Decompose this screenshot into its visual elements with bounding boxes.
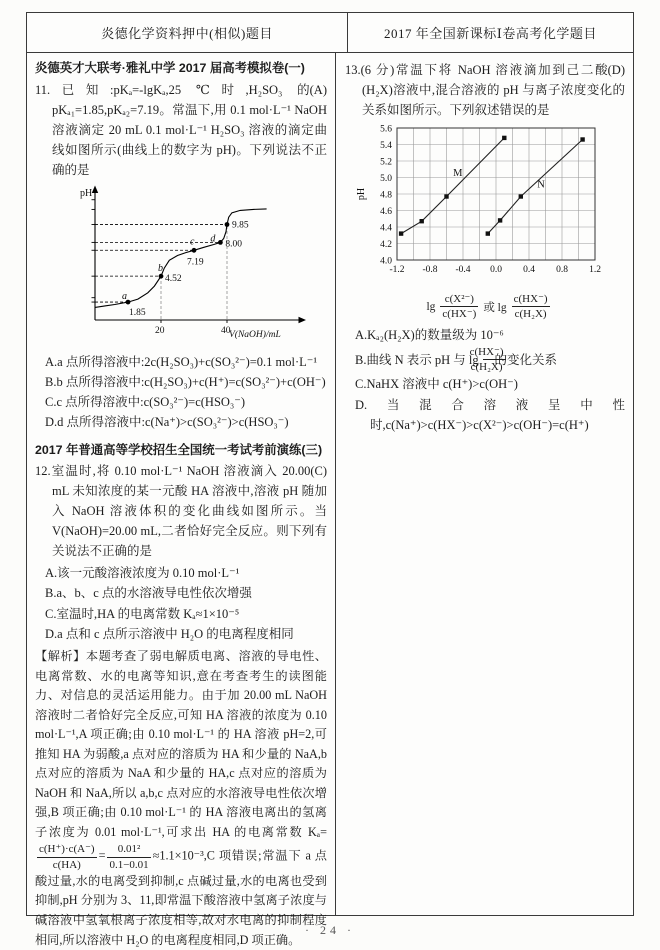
question-12-answer: (C) [310, 464, 327, 479]
analysis-fraction-value [107, 842, 150, 872]
fraction-numerator: c(H⁺)·c(A⁻) [37, 842, 97, 857]
svg-text:4.2: 4.2 [380, 240, 392, 250]
ph-lg-chart [353, 122, 625, 322]
question-13-stem [345, 60, 625, 120]
section-title-mock-exam: 炎德英才大联考·雅礼中学 2017 届高考模拟卷(一) [35, 61, 305, 75]
equals-sign: = [98, 848, 106, 863]
titration-chart-svg [79, 183, 315, 343]
header-left-title: 炎德化学资料押中(相似)题目 [101, 26, 273, 41]
fraction-numerator: c(HX⁻) [483, 345, 506, 360]
table-header-row [27, 13, 633, 53]
svg-text:-1.2: -1.2 [389, 265, 405, 275]
question-11-option-d: D.d 点所得溶液中:c(Na⁺)>c(SO₃²⁻)>c(HSO₃⁻) [45, 415, 289, 430]
analysis-fraction-ka [37, 842, 97, 872]
header-cell-left [27, 13, 347, 52]
analysis-text-part2: ≈1.1×10⁻³,C 项错误;常温下 a 点酸过量,水的电离受到抑制,c 点碱过量,水的电离也受到抑制,pH 分别为 3、11,即常温下酸溶液中氢离子浓度与碱溶液中氢氧根离子浓度相等,故对水电离的抑制程度相同,所以溶液中 H₂O 的电离程度相同,D 项正确。 [35, 848, 327, 947]
svg-text:V(NaOH)/mL: V(NaOH)/mL [229, 329, 281, 340]
page-number: · 24 · [305, 923, 355, 937]
section-title-national-practice: 2017 年普通高等学校招生全国统一考试考前演练(三) [35, 442, 323, 457]
svg-text:0.8: 0.8 [556, 265, 568, 275]
question-11-option-b: B.b 点所得溶液中:c(H₂SO₃)+c(H⁺)=c(SO₃²⁻)+c(OH⁻) [45, 374, 326, 389]
svg-text:4.0: 4.0 [380, 256, 392, 267]
comparison-table [26, 12, 634, 947]
fraction-numerator: c(HX⁻) [512, 292, 550, 307]
question-12-options [35, 563, 327, 644]
question-12-option-c: C.室温时,HA 的电离常数 Kₐ≈1×10⁻⁵ [45, 606, 240, 621]
svg-text:8.00: 8.00 [225, 239, 243, 250]
svg-text:5.0: 5.0 [380, 174, 392, 184]
question-11-text: 11.已知:pKₐ=-lgKₐ,25 ℃时,H₂SO₃ 的 pKₐ₁=1.85,pKₐ₂=7.19。常温下,用 0.1 mol·L⁻¹ NaOH 溶液滴定 20 mL 0.1 mol·L⁻¹ H₂SO₃ 溶液的滴定曲线如图所示(曲线上的数字为 pH)。下列说法不正确的是 [35, 82, 327, 177]
question-13-options [345, 325, 625, 436]
question-12-option-a: A.该一元酸溶液浓度为 0.10 mol·L⁻¹ [45, 566, 240, 581]
fraction-numerator: 0.01² [107, 842, 150, 857]
svg-text:5.2: 5.2 [380, 157, 392, 168]
fraction-denominator: c(HX⁻) [442, 308, 477, 321]
ph-lg-chart-xlabel [353, 292, 625, 322]
svg-text:20: 20 [155, 325, 165, 336]
option-b-composite [355, 345, 625, 375]
fraction-denominator: 0.1−0.01 [109, 858, 149, 871]
svg-text:-0.4: -0.4 [455, 265, 471, 275]
svg-text:1.85: 1.85 [129, 307, 146, 318]
svg-text:5.6: 5.6 [380, 124, 392, 135]
svg-text:9.85: 9.85 [232, 220, 249, 231]
svg-text:4.6: 4.6 [380, 207, 392, 217]
fraction-denominator: c(H₂X) [470, 361, 503, 374]
svg-text:0.4: 0.4 [523, 265, 535, 275]
svg-text:N: N [537, 179, 545, 191]
fraction-denominator: c(H₂X) [514, 308, 547, 321]
titration-chart [79, 183, 315, 348]
ph-lg-chart-svg [353, 122, 625, 286]
question-13-option-c: C.NaHX 溶液中 c(H⁺)>c(OH⁻) [355, 377, 518, 392]
or-lg-symbol: 或 lg [483, 301, 507, 314]
lg-symbol: lg [426, 300, 436, 313]
question-13-option-a: A.Kₐ₂(H₂X)的数量级为 10⁻⁶ [355, 327, 504, 342]
xlabel-fraction-2 [512, 292, 550, 322]
svg-text:7.19: 7.19 [187, 256, 204, 267]
svg-text:4.52: 4.52 [165, 273, 182, 284]
question-11-option-a: A.a 点所得溶液中:2c(H₂SO₃)+c(SO₃²⁻)=0.1 mol·L⁻¹ [45, 354, 318, 369]
question-11-answer: (A) [309, 82, 327, 97]
analysis-text-part1: 【解析】本题考查了弱电解质电离、溶液的导电性、电离常数、水的电离等知识,意在考查考生的读图能力、对信息的灵活运用能力。由于加 20.00 mL NaOH 溶液时二者恰好完全反应,可知 HA 溶液的浓度为 0.10 mol·L⁻¹,A 项正确;由 0.10 mol·L⁻¹ 的 HA 溶液 pH=2,可推知 HA 为弱酸,a 点对应的溶质为 HA 和少量的 NaA,b 点对应的溶质为 NaA 和少量的 HA,c 点对应的溶质为 NaOH 和 NaA,所以 a,b,c 点对应的水溶液导电性依次增强,B 项正确;由 0.10 mol·L⁻¹ 的 HA 溶液电离出的氢离子浓度为 0.01 mol·L⁻¹,可求出 HA 的电离常数 Kₐ= [35, 649, 327, 839]
svg-text:4.4: 4.4 [380, 223, 392, 234]
right-column-gaokao-question [335, 53, 633, 916]
question-13-option-d: D.当混合溶液呈中性时,c(Na⁺)>c(HX⁻)>c(X²⁻)>c(OH⁻)=c(H⁺) [355, 397, 625, 432]
question-12-text: 12.室温时,将 0.10 mol·L⁻¹ NaOH 溶液滴入 20.00 mL 未知浓度的某一元酸 HA 溶液中,溶液 pH 随加入 NaOH 溶液体积的变化曲线如图所示。当 V(NaOH)=20.00 mL,二者恰好完全反应。则下列有关说法不正确的是 [35, 464, 327, 559]
table-body-row [27, 53, 633, 947]
svg-text:a: a [122, 290, 127, 302]
question-13-answer: (D) [607, 63, 625, 77]
svg-text:4.8: 4.8 [380, 190, 392, 201]
question-12-option-d: D.a 点和 c 点所示溶液中 H₂O 的电离程度相同 [45, 626, 294, 641]
svg-text:pH: pH [356, 187, 367, 201]
fraction-numerator: c(X²⁻) [440, 292, 478, 307]
svg-text:40: 40 [221, 325, 231, 336]
svg-text:0.0: 0.0 [490, 265, 502, 275]
svg-text:d: d [210, 233, 216, 245]
question-13-option-b [355, 345, 625, 375]
svg-text:c: c [190, 235, 195, 247]
analysis-paragraph [35, 647, 327, 950]
svg-text:b: b [158, 262, 163, 274]
question-11-stem [35, 80, 327, 180]
svg-text:M: M [453, 167, 463, 179]
option-b-suffix: 的变化关系 [494, 352, 558, 367]
question-12-option-b: B.a、b、c 点的水溶液导电性依次增强 [45, 586, 252, 601]
question-12-stem [35, 461, 327, 561]
header-cell-right [347, 13, 633, 52]
svg-text:1.2: 1.2 [589, 265, 601, 275]
svg-text:5.4: 5.4 [380, 141, 392, 151]
svg-text:-0.8: -0.8 [422, 265, 438, 275]
question-11-options [35, 352, 327, 433]
svg-text:pH: pH [80, 187, 93, 199]
question-11-option-c: C.c 点所得溶液中:c(SO₃²⁻)=c(HSO₃⁻) [45, 395, 246, 410]
header-right-title: 2017 年全国新课标Ⅰ卷高考化学题目 [384, 26, 597, 41]
xlabel-fraction-1 [440, 292, 478, 322]
option-b-prefix: B.曲线 N 表示 pH 与 lg [355, 352, 479, 367]
question-13-text: 13.(6 分)常温下将 NaOH 溶液滴加到己二酸(H₂X)溶液中,混合溶液的 pH 与离子浓度变化的关系如图所示。下列叙述错误的是 [345, 63, 625, 117]
fraction-denominator: c(HA) [52, 858, 81, 871]
